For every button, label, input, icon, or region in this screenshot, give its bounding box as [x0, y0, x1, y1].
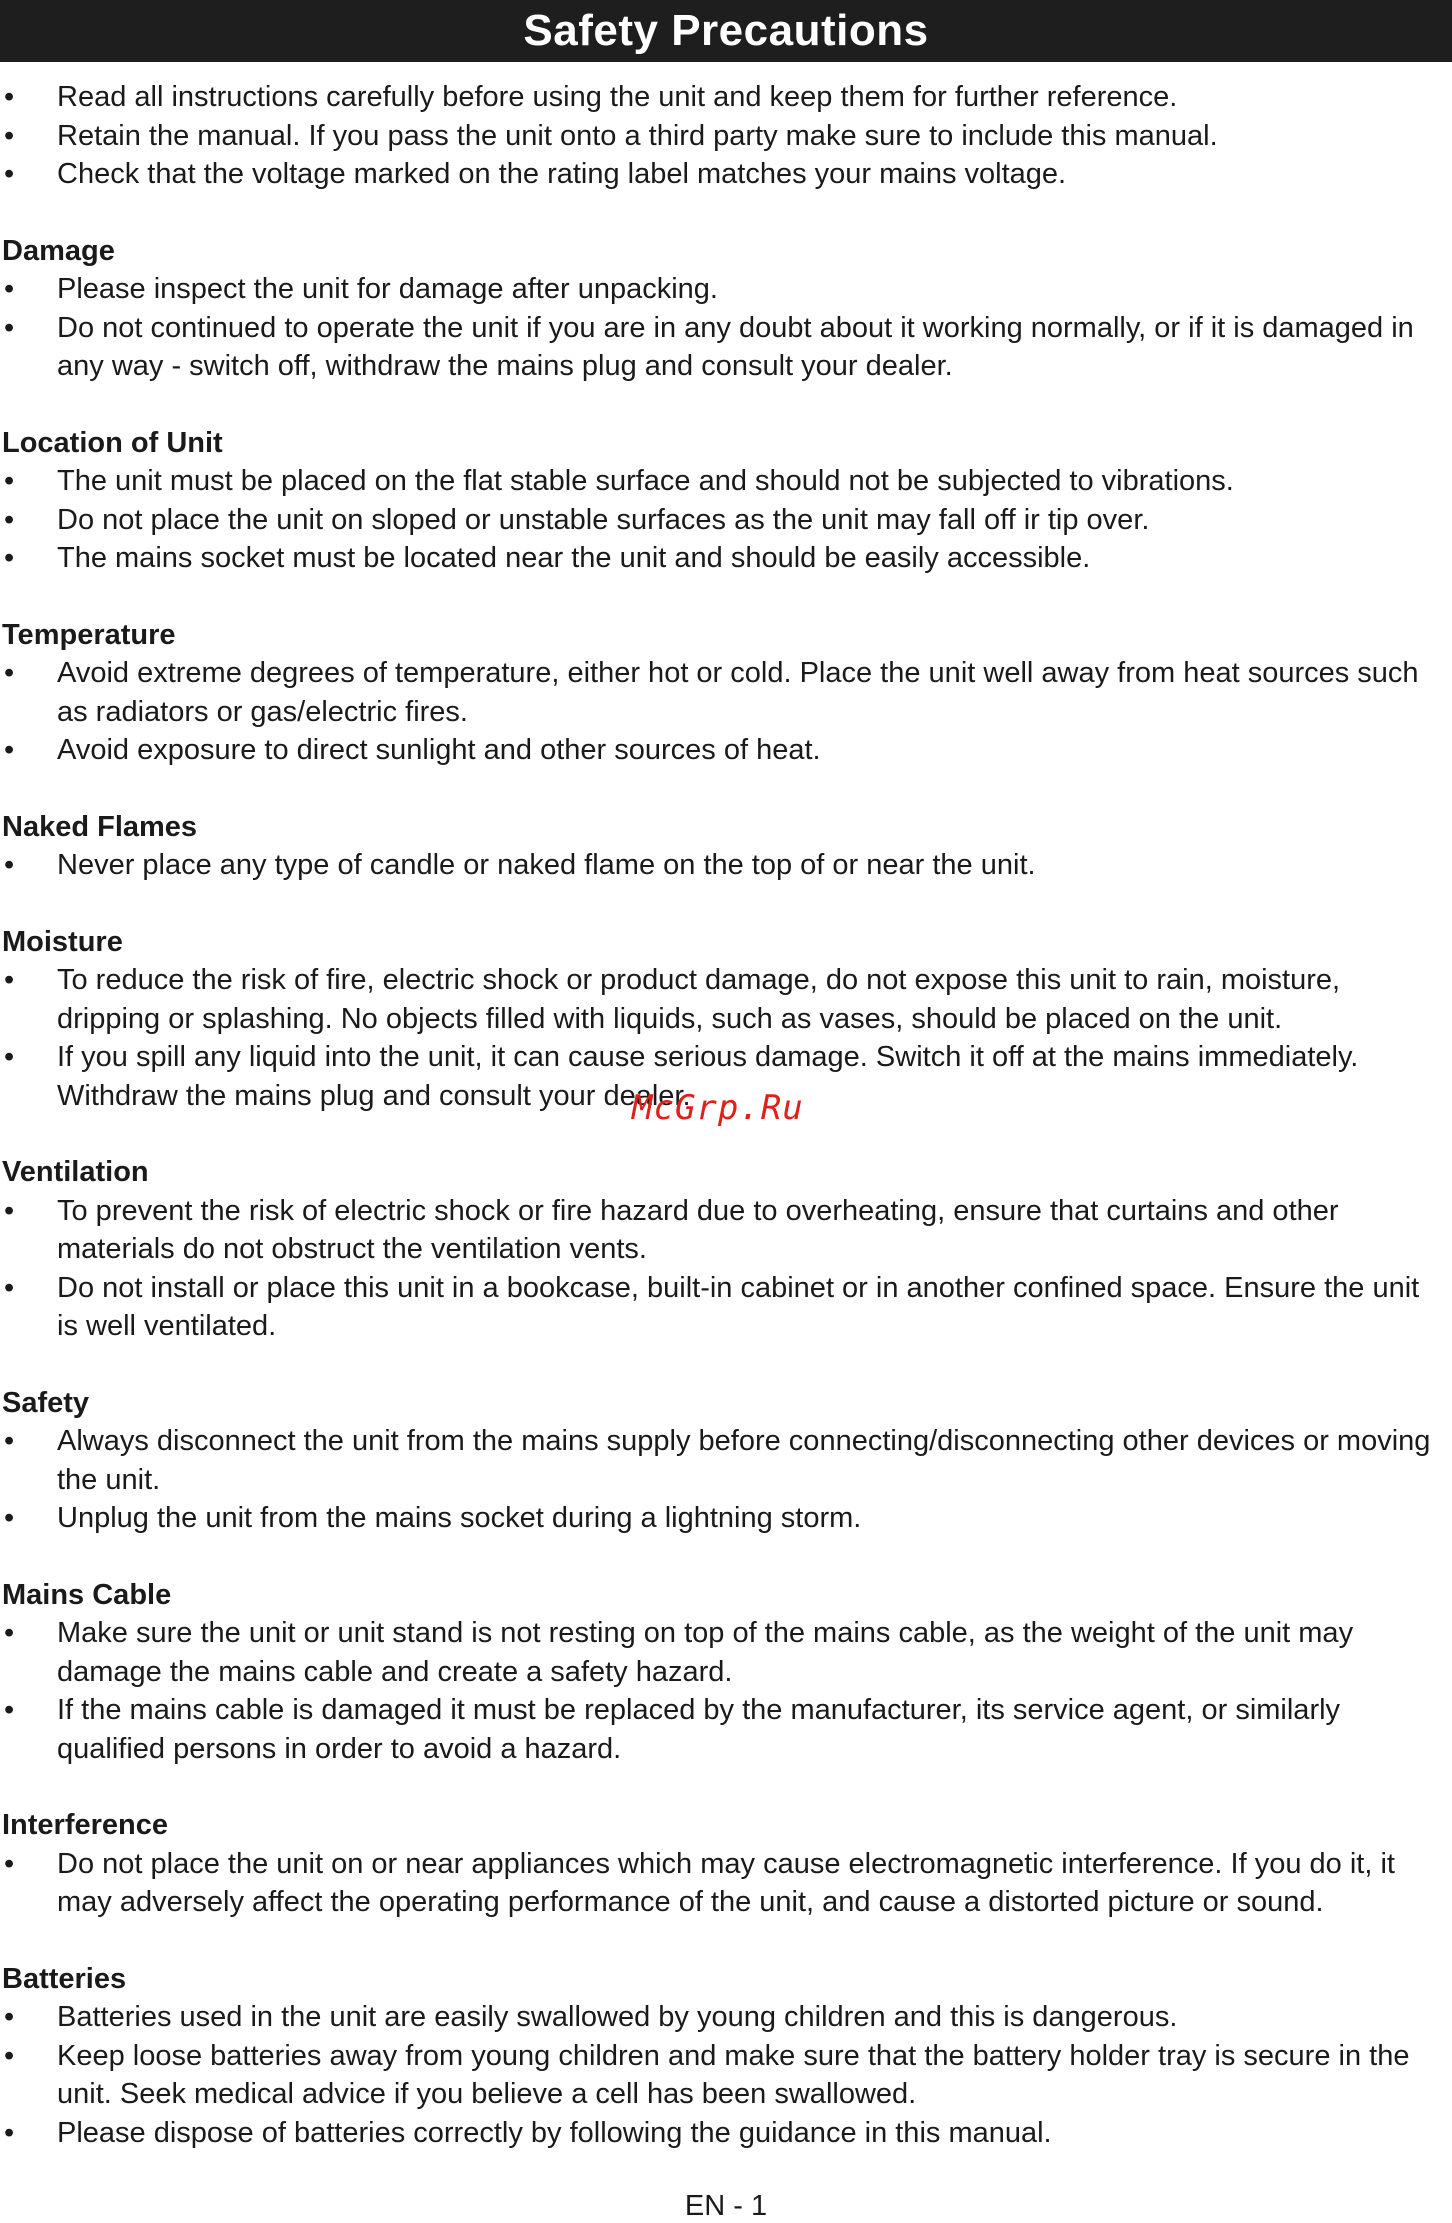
bullet-text: If you spill any liquid into the unit, it can cause serious damage. Switch it off at the mains immediately. Withdraw the mains plug and consult your dealer.: [57, 1041, 1359, 1112]
bullet-item: [0, 1845, 1452, 1922]
bullet-marker: •: [4, 2039, 15, 2072]
bullet-item: [0, 961, 1452, 1038]
bullet-text: Always disconnect the unit from the mains supply before connecting/disconnecting other devices or moving the unit.: [57, 1425, 1431, 1496]
bullet-marker: •: [4, 1041, 15, 1073]
bullet-text: Check that the voltage marked on the rating label matches your mains voltage.: [57, 158, 1067, 190]
bullet-marker: •: [4, 1847, 15, 1880]
bullet-item: [0, 270, 1452, 309]
section-safety: [0, 1384, 1452, 1538]
bullet-item: [0, 1614, 1452, 1691]
bullet-item: [0, 731, 1452, 770]
bullet-marker: •: [4, 503, 15, 536]
section-heading: Temperature: [2, 618, 176, 651]
bullet-item: [0, 78, 1452, 117]
section-interference: [0, 1806, 1452, 1922]
bullet-item: [0, 1691, 1452, 1768]
bullet-text: Do not place the unit on sloped or unstable surfaces as the unit may fall off ir tip over.: [57, 503, 1150, 536]
bullet-item: [0, 462, 1452, 501]
bullet-text: To reduce the risk of fire, electric shock or product damage, do not expose this unit to rain, moisture, dripping or splashing. No objects filled with liquids, such as vases, should be placed on the unit.: [57, 964, 1341, 1035]
bullet-item: [0, 846, 1452, 885]
section-heading: Damage: [2, 234, 115, 267]
bullet-text: Retain the manual. If you pass the unit onto a third party make sure to include this manual.: [57, 119, 1218, 152]
watermark-text: McGrp.Ru: [632, 1088, 804, 1128]
bullet-text: To prevent the risk of electric shock or fire hazard due to overheating, ensure that curtains and other materials do not obstruct the ventilation vents.: [57, 1194, 1339, 1265]
section-damage: [0, 232, 1452, 386]
bullet-item: [0, 309, 1452, 386]
bullet-marker: •: [4, 1617, 15, 1649]
bullet-text: Avoid exposure to direct sunlight and other sources of heat.: [57, 734, 821, 766]
bullet-marker: •: [4, 1502, 15, 1534]
page-title: Safety Precautions: [523, 6, 929, 55]
bullet-marker: •: [4, 734, 15, 766]
bullet-marker: •: [4, 849, 15, 881]
bullet-text: Do not place the unit on or near appliances which may cause electromagnetic interference. If you do it, it may adversely affect the operating performance of the unit, and cause a distorted picture or sound.: [57, 1847, 1395, 1918]
section-heading: Moisture: [2, 925, 123, 958]
title-bar: [0, 0, 1452, 62]
bullet-text: The unit must be placed on the flat stable surface and should not be subjected to vibrations.: [57, 465, 1234, 497]
bullet-item: [0, 539, 1452, 578]
bullet-text: Avoid extreme degrees of temperature, either hot or cold. Place the unit well away from heat sources such as radiators or gas/electric fires.: [57, 657, 1419, 728]
bullet-text: The mains socket must be located near the unit and should be easily accessible.: [57, 542, 1091, 574]
bullet-marker: •: [4, 542, 15, 574]
section-heading: Interference: [2, 1809, 169, 1841]
bullet-item: [0, 654, 1452, 731]
bullet-marker: •: [4, 657, 15, 689]
bullet-marker: •: [4, 1194, 15, 1227]
bullet-marker: •: [4, 81, 15, 113]
bullet-text: Make sure the unit or unit stand is not resting on top of the mains cable, as the weight of the unit may damage the mains cable and create a safety hazard.: [57, 1617, 1354, 1688]
bullet-text: Read all instructions carefully before using the unit and keep them for further reference.: [57, 81, 1178, 113]
bullet-marker: •: [4, 2116, 15, 2149]
sections-container: [0, 232, 1452, 2153]
section-heading: Location of Unit: [2, 426, 223, 459]
section-temperature: [0, 616, 1452, 770]
page-number: EN - 1: [684, 2190, 768, 2222]
bullet-text: If the mains cable is damaged it must be replaced by the manufacturer, its service agent, or similarly qualified persons in order to avoid a hazard.: [57, 1694, 1341, 1765]
bullet-marker: •: [4, 119, 15, 152]
bullet-item: [0, 155, 1452, 194]
section-location-of-unit: [0, 424, 1452, 578]
bullet-item: [0, 1422, 1452, 1499]
bullet-marker: •: [4, 1425, 15, 1457]
bullet-text: Never place any type of candle or naked flame on the top of or near the unit.: [57, 849, 1036, 881]
bullet-item: [0, 2114, 1452, 2153]
bullet-marker: •: [4, 1271, 15, 1304]
section-ventilation: [0, 1153, 1452, 1346]
bullet-marker: •: [4, 311, 15, 344]
intro-list: [0, 78, 1452, 194]
bullet-text: Batteries used in the unit are easily swallowed by young children and this is dangerous.: [57, 2001, 1178, 2033]
bullet-marker: •: [4, 2001, 15, 2033]
bullet-item: [0, 1499, 1452, 1538]
bullet-item: [0, 1192, 1452, 1269]
bullet-text: Keep loose batteries away from young children and make sure that the battery holder tray is secure in the unit. Seek medical advice if you believe a cell has been swallowed.: [57, 2039, 1410, 2110]
bullet-marker: •: [4, 964, 15, 996]
bullet-marker: •: [4, 465, 15, 497]
section-heading: Batteries: [2, 1962, 127, 1995]
bullet-item: [0, 501, 1452, 540]
bullet-text: Do not install or place this unit in a bookcase, built-in cabinet or in another confined space. Ensure the unit is well ventilated.: [57, 1271, 1420, 1342]
bullet-marker: •: [4, 158, 15, 190]
bullet-item: [0, 117, 1452, 156]
section-heading: Ventilation: [2, 1156, 149, 1188]
section-heading: Naked Flames: [2, 810, 198, 843]
section-batteries: [0, 1960, 1452, 2153]
bullet-text: Unplug the unit from the mains socket during a lightning storm.: [57, 1502, 862, 1534]
section-mains-cable: [0, 1576, 1452, 1769]
section-heading: Safety: [2, 1386, 90, 1419]
section-moisture: [0, 923, 1452, 1116]
bullet-marker: •: [4, 273, 15, 305]
bullet-item: [0, 1269, 1452, 1346]
section-naked-flames: [0, 808, 1452, 885]
bullet-marker: •: [4, 1694, 15, 1726]
bullet-text: Do not continued to operate the unit if you are in any doubt about it working normally, or if it is damaged in any way - switch off, withdraw the mains plug and consult your dealer.: [57, 311, 1414, 382]
bullet-text: Please dispose of batteries correctly by following the guidance in this manual.: [57, 2116, 1052, 2149]
section-heading: Mains Cable: [2, 1578, 172, 1611]
bullet-item: [0, 1998, 1452, 2037]
bullet-item: [0, 2037, 1452, 2114]
bullet-text: Please inspect the unit for damage after unpacking.: [57, 273, 718, 305]
